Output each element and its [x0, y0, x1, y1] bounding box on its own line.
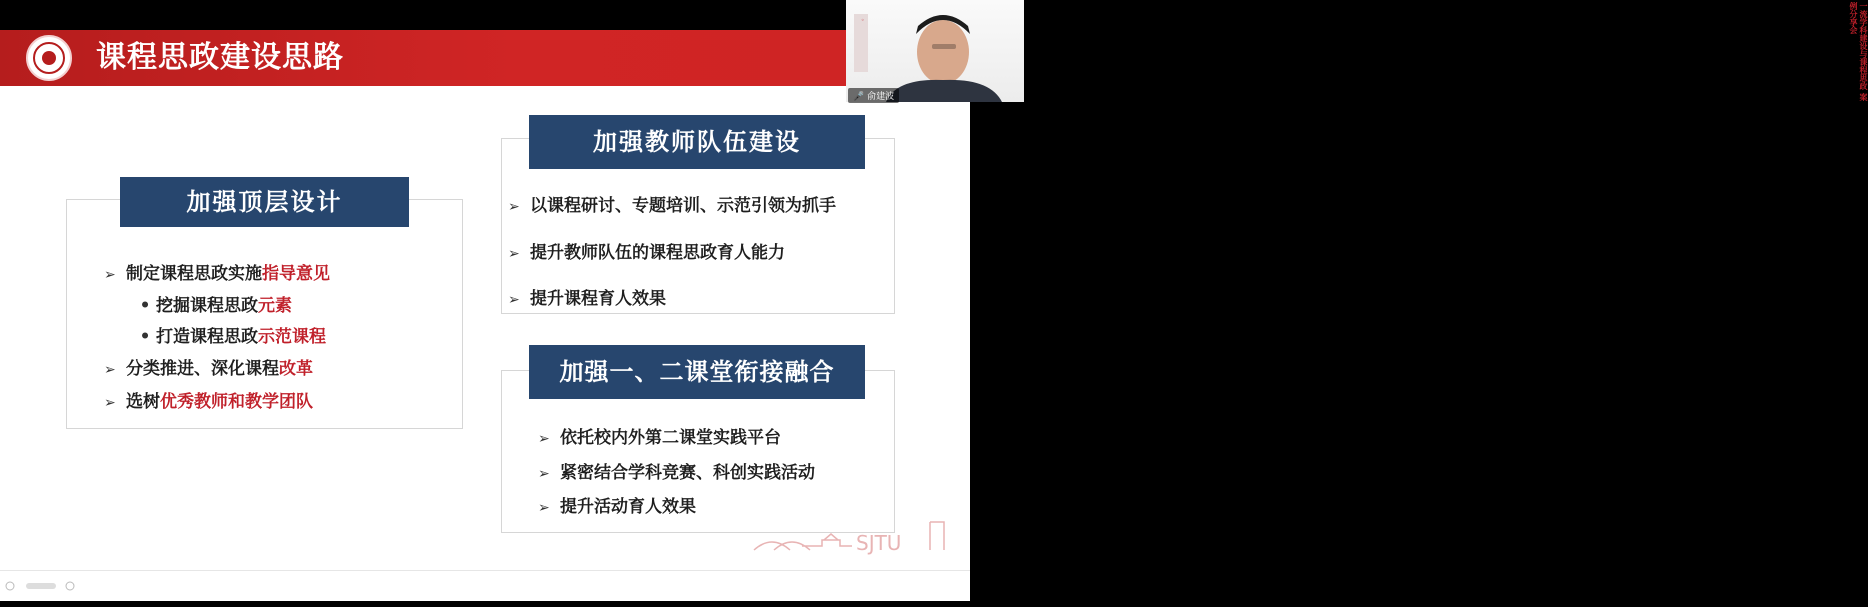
speaker-name: 俞建波	[867, 92, 895, 102]
right-top-item-1	[508, 191, 836, 216]
classroom-integration-header: 加强一、二课堂衔接融合	[529, 345, 865, 399]
left-item-2-highlight: 改革	[279, 359, 313, 379]
arrow-bullet-icon: ➢	[538, 431, 550, 447]
arrow-bullet-icon: ➢	[104, 395, 116, 411]
right-top-item-2	[508, 238, 785, 263]
right-top-item-3	[508, 284, 666, 309]
left-item-1-highlight: 指导意见	[262, 264, 330, 284]
event-banner: 一流学科建设与课程思政 案例分享会	[1849, 2, 1868, 101]
left-subitem-1-highlight: 元素	[258, 296, 292, 316]
left-subitem-1-text: 挖掘课程思政	[156, 296, 258, 316]
title-banner	[0, 30, 860, 86]
svg-text:◦: ◦	[861, 17, 865, 24]
dot-bullet-icon: •	[139, 327, 151, 347]
arrow-bullet-icon: ➢	[104, 267, 116, 283]
right-bottom-item-2	[538, 458, 815, 483]
left-subitem-2	[134, 322, 326, 347]
right-top-item-2-text: 提升教师队伍的课程思政育人能力	[530, 243, 785, 263]
right-bottom-item-3	[538, 492, 696, 517]
sjtu-skyline-mark	[752, 516, 952, 556]
arrow-bullet-icon: ➢	[538, 500, 550, 516]
right-top-item-1-text: 以课程研讨、专题培训、示范引领为抓手	[530, 196, 836, 216]
left-item-3	[104, 387, 313, 412]
right-top-item-3-text: 提升课程育人效果	[530, 289, 666, 309]
slide-bottom-line	[0, 570, 970, 571]
left-subitem-1	[134, 291, 292, 316]
right-bottom-item-2-text: 紧密结合学科竞赛、科创实践活动	[560, 463, 815, 483]
logo-core	[42, 51, 56, 65]
arrow-bullet-icon: ➢	[104, 362, 116, 378]
right-bottom-item-1	[538, 423, 781, 448]
left-subitem-2-text: 打造课程思政	[156, 327, 258, 347]
dot-bullet-icon: •	[139, 296, 151, 316]
speaker-name-tag	[848, 88, 899, 103]
sjtu-mark-text: SJTU	[856, 531, 902, 555]
left-item-3-highlight: 优秀教师和教学团队	[160, 392, 313, 412]
slide-title: 课程思政建设思路	[96, 40, 344, 75]
right-bottom-item-3-text: 提升活动育人效果	[560, 497, 696, 517]
mic-icon: 🎤	[853, 92, 865, 102]
arrow-bullet-icon: ➢	[538, 466, 550, 482]
speaker-video[interactable]	[846, 0, 1868, 102]
playback-toolbar[interactable]	[0, 578, 120, 594]
left-item-2	[104, 354, 313, 379]
left-item-1-text: 制定课程思政实施	[126, 264, 262, 284]
arrow-bullet-icon: ➢	[508, 292, 520, 308]
arrow-bullet-icon: ➢	[508, 246, 520, 262]
left-subitem-2-highlight: 示范课程	[258, 327, 326, 347]
teacher-team-header: 加强教师队伍建设	[529, 115, 865, 169]
top-level-design-header: 加强顶层设计	[120, 177, 409, 227]
university-logo	[26, 35, 72, 81]
right-bottom-item-1-text: 依托校内外第二课堂实践平台	[560, 428, 781, 448]
speaker-figure	[846, 0, 1024, 102]
arrow-bullet-icon: ➢	[508, 199, 520, 215]
left-item-2-text: 分类推进、深化课程	[126, 359, 279, 379]
left-item-1	[104, 259, 330, 284]
left-item-3-text: 选树	[126, 392, 160, 412]
